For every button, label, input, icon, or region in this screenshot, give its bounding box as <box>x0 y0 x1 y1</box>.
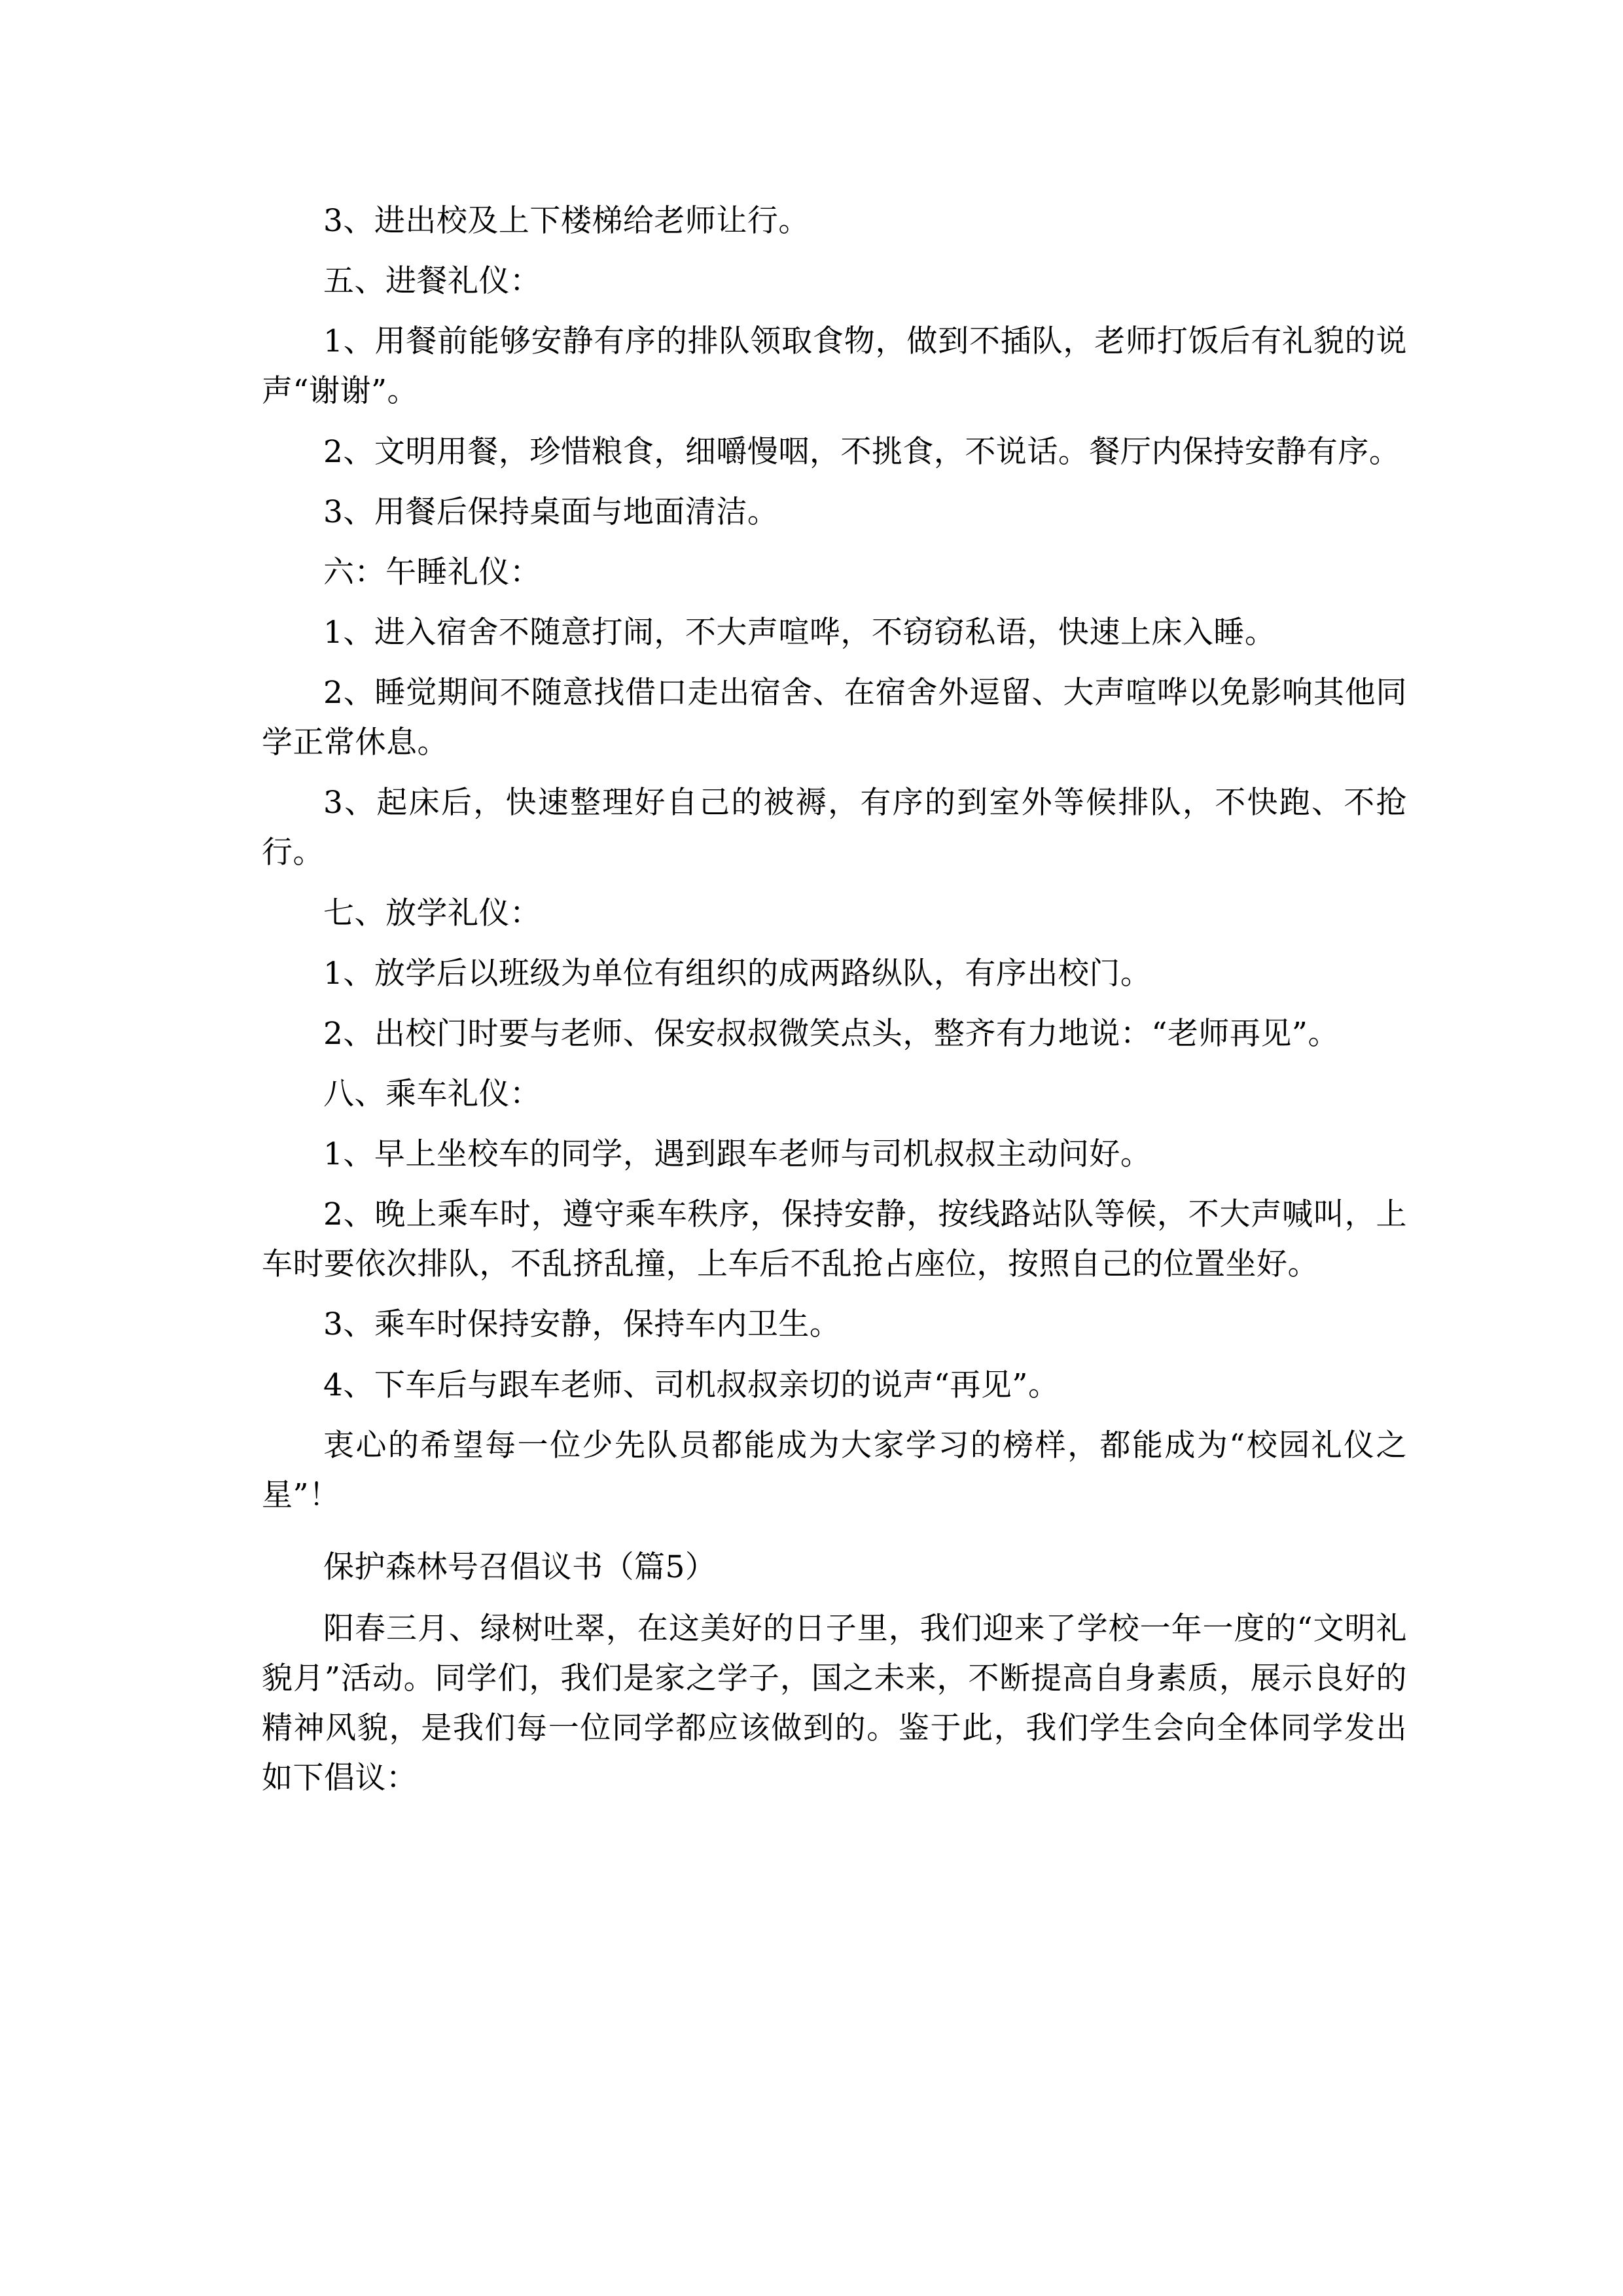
list-item: 3、进出校及上下楼梯给老师让行。 <box>323 203 810 239</box>
list-item: 2、文明用餐，珍惜粮食，细嚼慢咽，不挑食，不说话。餐厅内保持安静有序。 <box>323 433 1400 470</box>
list-item: 1、用餐前能够安静有序的排队领取食物，做到不插队，老师打饭后有礼貌的说声“谢谢”。 <box>262 323 1407 410</box>
section-heading: 五、进餐礼仪： <box>323 263 541 300</box>
list-item: 2、出校门时要与老师、保安叔叔微笑点头，整齐有力地说：“老师再见”。 <box>323 1015 1339 1052</box>
list-item: 3、乘车时保持安静，保持车内卫生。 <box>323 1306 841 1343</box>
list-item: 3、用餐后保持桌面与地面清洁。 <box>323 493 779 530</box>
list-item: 1、进入宿舍不随意打闹，不大声喧哗，不窃窃私语，快速上床入睡。 <box>323 614 1276 651</box>
list-item: 3、起床后，快速整理好自己的被褥，有序的到室外等候排队，不快跑、不抢行。 <box>262 785 1407 871</box>
list-item: 1、放学后以班级为单位有组织的成两路纵队，有序出校门。 <box>323 955 1152 992</box>
list-item: 1、早上坐校车的同学，遇到跟车老师与司机叔叔主动问好。 <box>323 1136 1152 1172</box>
list-item: 2、睡觉期间不随意找借口走出宿舍、在宿舍外逗留、大声喧哗以免影响其他同学正常休息。 <box>262 675 1407 761</box>
section-heading: 七、放学礼仪： <box>323 895 541 931</box>
section-heading: 六：午睡礼仪： <box>323 554 541 590</box>
section-heading: 八、乘车礼仪： <box>323 1075 541 1112</box>
opening-paragraph: 阳春三月、绿树吐翠，在这美好的日子里，我们迎来了学校一年一度的“文明礼貌月”活动。同学们，我们是家之学子，国之未来，不断提高自身素质，展示良好的精神风貌，是我们每一位同学都应该做到的。鉴于此，我们学生会向全体同学发出如下倡议： <box>262 1611 1407 1797</box>
list-item: 2、晚上乘车时，遵守乘车秩序，保持安静，按线路站队等候，不大声喊叫，上车时要依次排队，不乱挤乱撞，上车后不乱抢占座位，按照自己的位置坐好。 <box>262 1196 1407 1283</box>
list-item: 4、下车后与跟车老师、司机叔叔亲切的说声“再见”。 <box>323 1367 1060 1403</box>
document-title: 保护森林号召倡议书（篇5） <box>323 1549 717 1585</box>
closing-paragraph: 衷心的希望每一位少先队员都能成为大家学习的榜样，都能成为“校园礼仪之星”！ <box>262 1427 1407 1513</box>
document-body <box>262 196 1407 1804</box>
